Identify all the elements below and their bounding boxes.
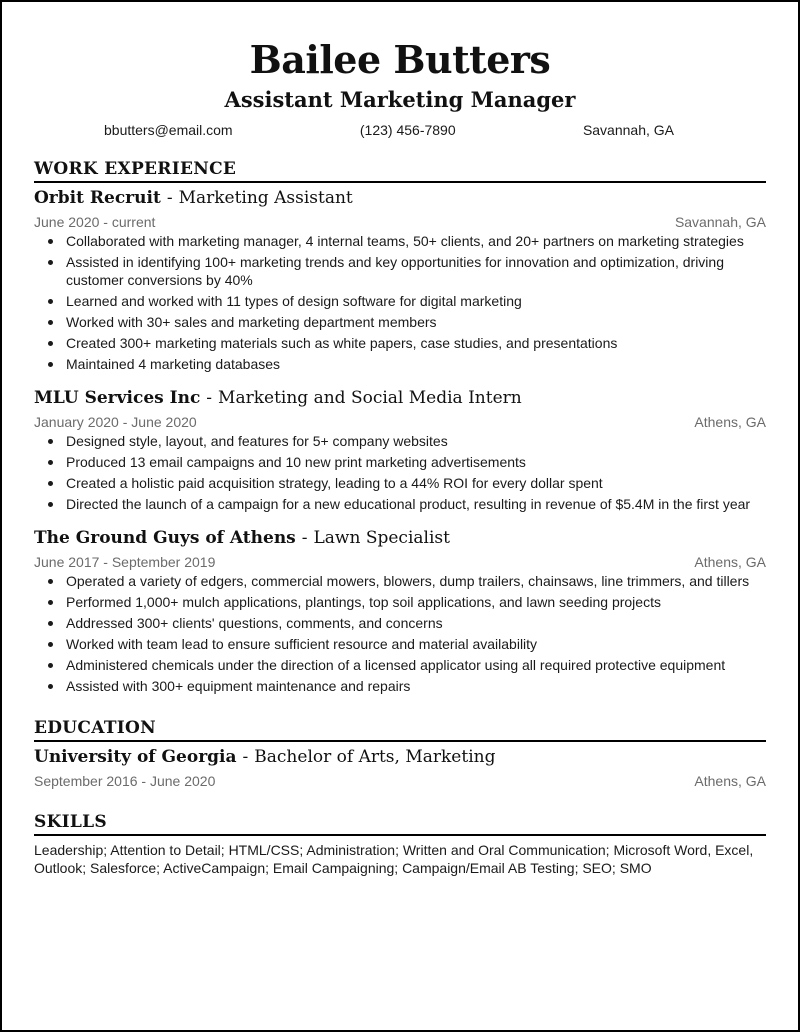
job-role: Marketing and Social Media Intern [218,388,522,408]
company-name: MLU Services Inc [34,388,201,408]
section-title-work: WORK EXPERIENCE [34,158,766,183]
bullet-item: Collaborated with marketing manager, 4 internal teams, 50+ clients, and 20+ partners on marketing strategies [34,232,766,250]
separator: - [301,528,308,548]
section-title-skills: SKILLS [34,811,766,836]
degree-name: Bachelor of Arts, Marketing [254,747,496,767]
section-title-education: EDUCATION [34,717,766,742]
skills-section [34,811,766,877]
location-text: Savannah, GA [582,122,674,138]
job-meta [34,412,766,432]
bullet-item: Worked with 30+ sales and marketing department members [34,313,766,331]
candidate-name: Bailee Butters [249,37,551,82]
job-header [34,186,766,210]
bullet-item: Worked with team lead to ensure sufficient resource and material availability [34,635,766,653]
email-text: bbutters@email.com [104,122,233,138]
job-dates: June 2020 - current [34,214,156,230]
skills-list: Leadership; Attention to Detail; HTML/CSS; Administration; Written and Oral Communication; Microsoft Word, Excel, Outlook; Salesforce; ActiveCampaign; Email Campaigning; Campaign/Email AB Testing; SEO; SMO [34,842,754,876]
bullet-item: Assisted in identifying 100+ marketing trends and key opportunities for innovation and optimization, driving customer conversions by 40% [34,253,766,289]
job-dates: January 2020 - June 2020 [34,414,197,430]
job-location: Athens, GA [694,414,766,430]
job-meta [34,212,766,232]
job-dates: June 2017 - September 2019 [34,554,216,570]
bullet-item: Assisted with 300+ equipment maintenance and repairs [34,677,766,695]
job-role: Marketing Assistant [178,188,353,208]
job-bullets [34,572,766,695]
job-location: Athens, GA [694,554,766,570]
education-section [34,717,766,791]
job-location: Savannah, GA [674,214,766,230]
candidate-title: Assistant Marketing Manager [224,87,576,112]
education-meta [34,771,766,791]
bullet-item: Designed style, layout, and features for 5+ company websites [34,432,766,450]
job-entry [34,186,766,373]
bullet-item: Created a holistic paid acquisition strategy, leading to a 44% ROI for every dollar spent [34,474,766,492]
separator: - [166,188,173,208]
bullet-item: Created 300+ marketing materials such as white papers, case studies, and presentations [34,334,766,352]
work-experience-section [34,158,766,695]
job-entry [34,526,766,695]
education-header [34,745,766,769]
job-bullets [34,432,766,513]
separator: - [206,388,213,408]
company-name: The Ground Guys of Athens [34,528,296,548]
job-meta [34,552,766,572]
resume-page [34,38,766,877]
contact-row [34,120,766,140]
job-bullets [34,232,766,373]
bullet-item: Maintained 4 marketing databases [34,355,766,373]
bullet-item: Administered chemicals under the direction of a licensed applicator using all required protective equipment [34,656,766,674]
job-header [34,526,766,550]
bullet-item: Performed 1,000+ mulch applications, plantings, top soil applications, and lawn seeding projects [34,593,766,611]
company-name: Orbit Recruit [34,188,161,208]
bullet-item: Operated a variety of edgers, commercial mowers, blowers, dump trailers, chainsaws, line trimmers, and tillers [34,572,766,590]
job-header [34,386,766,410]
separator: - [242,747,249,767]
bullet-item: Directed the launch of a campaign for a new educational product, resulting in revenue of $5.4M in the first year [34,495,766,513]
bullet-item: Produced 13 email campaigns and 10 new print marketing advertisements [34,453,766,471]
bullet-item: Learned and worked with 11 types of design software for digital marketing [34,292,766,310]
education-dates: September 2016 - June 2020 [34,773,216,789]
school-name: University of Georgia [34,747,237,767]
education-location: Athens, GA [694,773,766,789]
job-entry [34,386,766,513]
phone-text: (123) 456-7890 [359,122,456,138]
bullet-item: Addressed 300+ clients' questions, comments, and concerns [34,614,766,632]
job-role: Lawn Specialist [313,528,450,548]
